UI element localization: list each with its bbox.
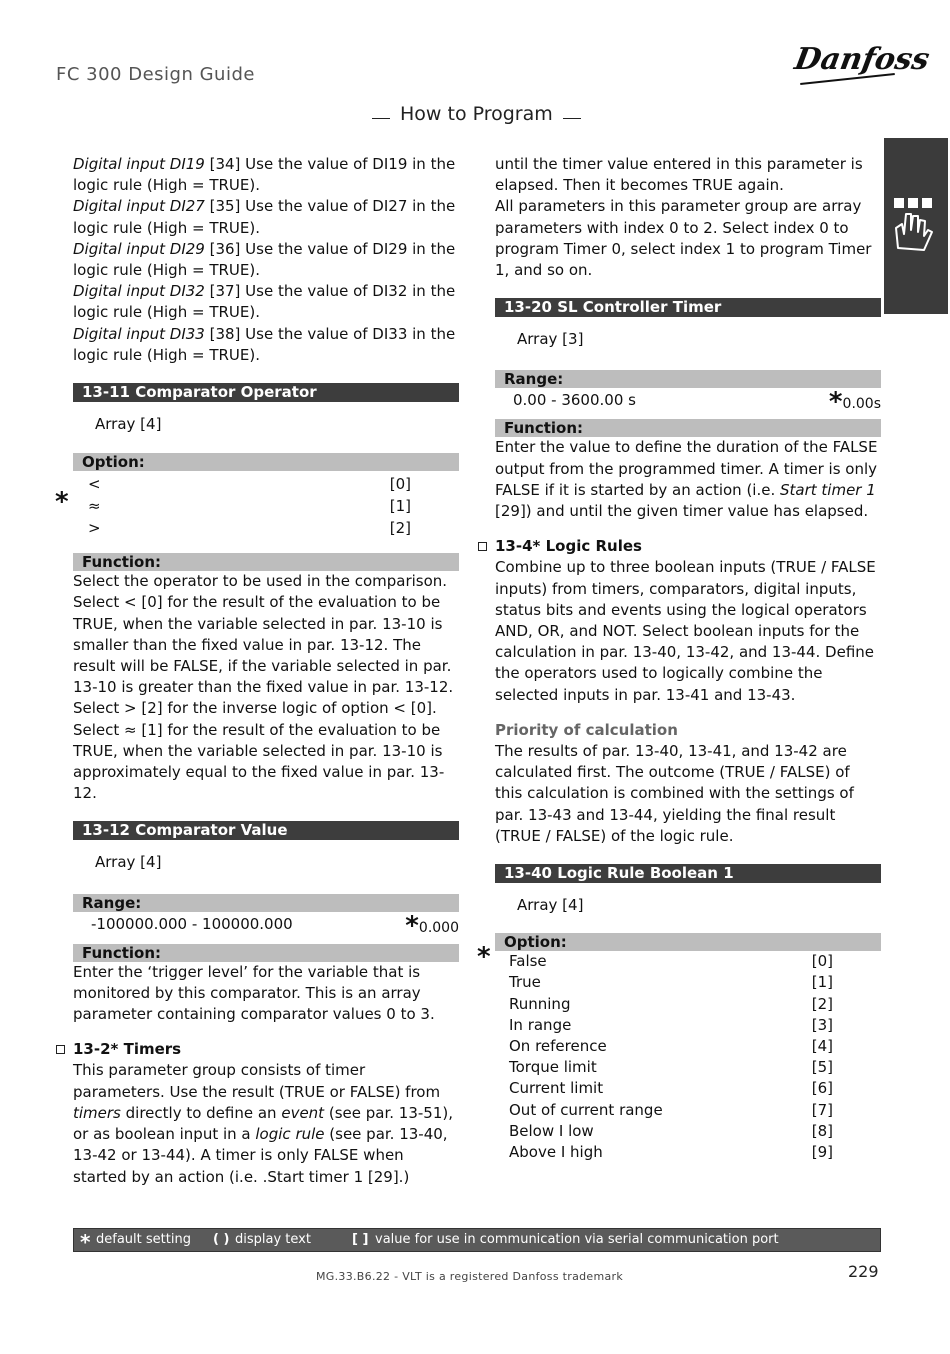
list-item: Digital input DI29 [36] Use the value of DI29 in the logic rule (High = TRUE). <box>73 239 456 280</box>
digital-input-list <box>73 154 459 366</box>
legend-default: default setting <box>96 1232 191 1247</box>
range-row <box>495 387 881 418</box>
range-value: 0.00 - 3600.00 s <box>513 391 636 410</box>
option-row: On reference [4] <box>509 1037 833 1056</box>
legend-bar <box>73 1228 881 1252</box>
param-13-20-array: Array [3] <box>517 330 584 349</box>
function-header: Function: <box>495 419 881 437</box>
list-item: Digital input DI32 [37] Use the value of DI32 in the logic rule (High = TRUE). <box>73 282 456 322</box>
option-row: Current limit [6] <box>509 1079 833 1098</box>
param-13-11-title: 13-11 Comparator Operator <box>73 383 459 402</box>
square-bullet-icon <box>56 1045 65 1054</box>
left-column <box>55 154 459 1188</box>
document-title: FC 300 Design Guide <box>56 64 255 85</box>
option-header: Option: <box>495 933 881 951</box>
option-row: Torque limit [5] <box>509 1058 833 1077</box>
function-header: Function: <box>73 553 459 571</box>
intro-text: until the timer value entered in this parameter is elapsed. Then it becomes TRUE again. <box>495 155 863 195</box>
option-row: True [1] <box>509 973 833 992</box>
default-value: *0.00s <box>828 387 881 418</box>
option-row: Running [2] <box>509 994 833 1013</box>
function-header: Function: <box>73 944 459 962</box>
option-row: Below I low [8] <box>509 1121 833 1140</box>
param-13-12-array: Array [4] <box>95 853 162 872</box>
programming-hand-icon <box>890 194 940 254</box>
option-row: In range [3] <box>509 1015 833 1034</box>
legend-display: display text <box>235 1232 311 1247</box>
param-13-20-title: 13-20 SL Controller Timer <box>495 298 881 317</box>
list-item: Digital input DI27 [35] Use the value of DI27 in the logic rule (High = TRUE). <box>73 197 456 237</box>
function-text: Select the operator to be used in the comparison. Select < [0] for the result of the evaluation to be TRUE, when the variable selected in par. 13-10 is smaller than the fixed value in par. 13-12. The result will be FALSE, if the variable selected in par. 13-10 is greater than the fixed value in par. 13-12. Select > [2] for the inverse logic of option < [0]. Select ≈ [1] for the result of the evaluation to be TRUE, when the variable selected in par. 13-10 is approximately equal to the fixed value in par. 13-12. <box>73 572 454 803</box>
chapter-side-tab <box>884 138 948 314</box>
default-value: *0.000 <box>405 910 459 941</box>
chapter-heading <box>362 103 591 125</box>
timers-text: This parameter group consists of timer parameters. Use the result (TRUE or FALSE) from timers directly to define an event (see par. 13-51), or as boolean input in a logic rule (see par. 13-40, 13-42 or 13-44). A timer is only FALSE when started by an action (i.e. .Start timer 1 [29].) <box>73 1061 453 1186</box>
function-text: Enter the value to define the duration of the FALSE output from the programmed timer. A timer is only FALSE if it is started by an action (i.e. Start timer 1 [29]) and until the given timer value has elapsed. <box>495 438 878 521</box>
legend-value: value for use in communication via serial communication port <box>375 1232 779 1247</box>
range-header: Range: <box>73 894 459 912</box>
range-header: Range: <box>495 370 881 388</box>
group-13-4-title: 13-4* Logic Rules <box>495 536 881 557</box>
trademark-note: MG.33.B6.22 - VLT is a registered Danfoss trademark <box>316 1270 624 1283</box>
option-row: < [0] <box>88 475 411 494</box>
option-row: * ≈ [1] <box>55 487 411 518</box>
param-13-40-array: Array [4] <box>517 896 584 915</box>
legend-paren: ( ) <box>213 1232 230 1247</box>
option-row: Out of current range [7] <box>509 1100 833 1119</box>
default-star-icon: * <box>405 910 419 941</box>
option-row: Above I high [9] <box>509 1142 833 1161</box>
priority-heading: Priority of calculation <box>495 720 678 739</box>
param-13-11-array: Array [4] <box>95 415 162 434</box>
default-star-icon: * <box>80 1230 91 1254</box>
range-row <box>73 910 459 941</box>
option-header: Option: <box>73 453 459 471</box>
danfoss-logo: Danfoss <box>791 42 933 77</box>
option-list <box>55 473 459 539</box>
logic-text: Combine up to three boolean inputs (TRUE / FALSE inputs) from timers, comparators, digital inputs, status bits and events using the logical operators AND, OR, and NOT. Select boolean inputs for the calculation in par. 13-40, 13-42, and 13-44. Define the operators used to logically combine the selected inputs in par. 13-41 and 13-43. <box>495 558 876 704</box>
group-13-2-title: 13-2* Timers <box>73 1039 459 1060</box>
param-13-12-title: 13-12 Comparator Value <box>73 821 459 840</box>
chapter-title: How to Program <box>400 103 553 125</box>
chapter-dash-left <box>372 118 390 119</box>
page-number: 229 <box>848 1262 879 1281</box>
priority-text: The results of par. 13-40, 13-41, and 13-42 are calculated first. The outcome (TRUE / FALSE) of this calculation is combined with the settings of par. 13-43 and 13-44, yielding the final result (TRUE / FALSE) of the logic rule. <box>495 742 854 845</box>
intro-text: All parameters in this parameter group are array parameters with index 0 to 2. Select index 0 to program Timer 0, select index 1 to program Timer 1, and so on. <box>495 197 872 280</box>
function-text: Enter the ‘trigger level’ for the variable that is monitored by this comparator. This is an array parameter containing comparator values 0 to 3. <box>73 962 435 1024</box>
option-row: * False [0] <box>477 942 833 973</box>
option-row: > [2] <box>88 519 411 538</box>
legend-bracket: [ ] <box>352 1232 369 1247</box>
chapter-dash-right <box>563 118 581 119</box>
right-column <box>477 154 881 1163</box>
default-star-icon: * <box>477 942 491 973</box>
list-item: Digital input DI33 [38] Use the value of DI33 in the logic rule (High = TRUE). <box>73 324 456 364</box>
range-value: -100000.000 - 100000.000 <box>91 914 293 933</box>
default-star-icon: * <box>828 387 843 418</box>
default-star-icon: * <box>55 487 69 518</box>
square-bullet-icon <box>478 542 487 551</box>
list-item: Digital input DI19 [34] Use the value of DI19 in the logic rule (High = TRUE). <box>73 155 456 195</box>
param-13-40-title: 13-40 Logic Rule Boolean 1 <box>495 864 881 883</box>
